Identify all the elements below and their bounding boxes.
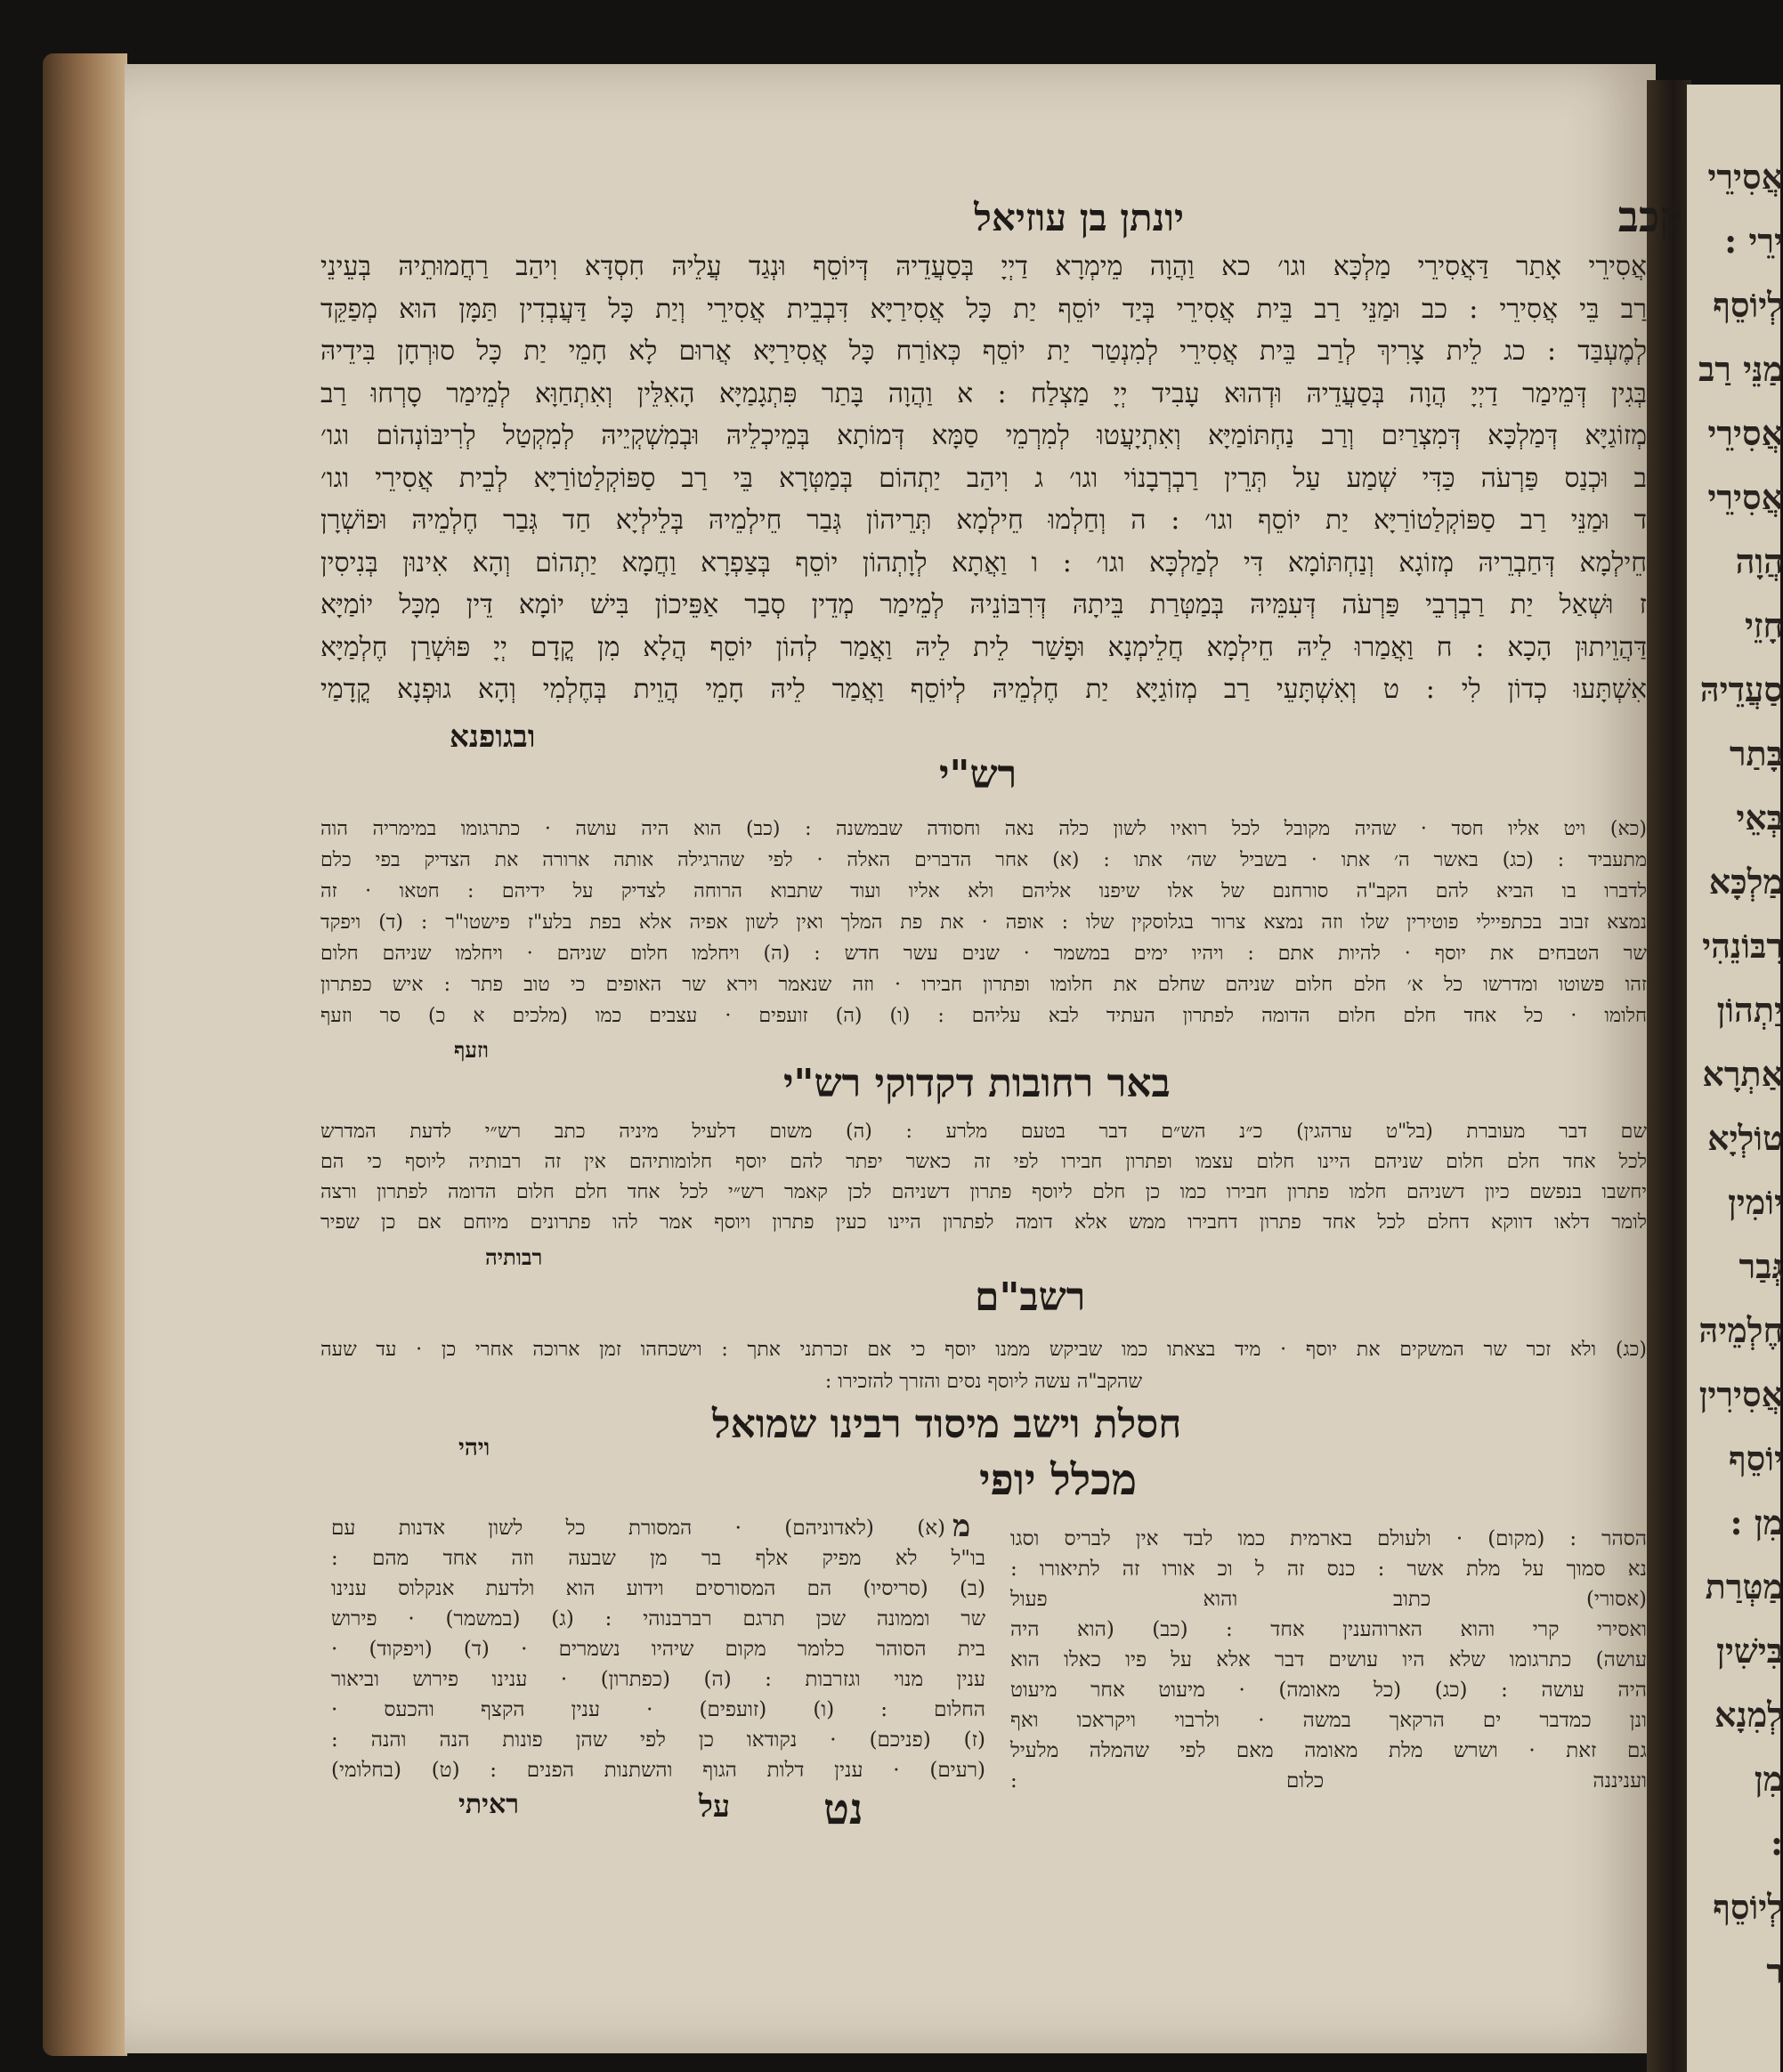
targum-block [320,247,1647,710]
facing-page-line: מִן [1754,1759,1783,1799]
facing-page-line: יוֹמִין [1728,1182,1783,1222]
michlal-right-line: היה עושה : (כג) (כל מאומה) · מיעוט אחר מיעוט [1010,1679,1647,1702]
michlal-left-line: (רעים) · ענין דלות הגוף והשתנות הפנים : (ט) (בחלומי) [331,1759,985,1782]
targum-line: ב וּכְנַס פַּרְעֹה כַּדִּי שְׁמַע עַל תְּרֵין רַבְרְבָנוֹי וגו׳ ג וִיהַב יַתְהוֹם בְּמַטְּרָא בֵּי רַב סַפּוֹקְלַטוֹרַיָּא לְבֵית אֲסִירֵי וגו׳ [320,462,1647,494]
facing-page-line: בִּישִׁין [1716,1631,1783,1671]
michlal-left-line: ענין מנוי וגזרבות : (ה) (כפתרון) · ענינו פירוש וביאור [331,1668,985,1691]
michlal-title: מכלל יופי [979,1455,1138,1505]
beer-line: יחשבו בנפשם כיון דשניהם חלמו פתרון חבירו כמו כן חלם ליוסף פתרון דשניהם לכן קאמר רש״י לכל אחד חלם חלום הדומה לפתרון ורצה [320,1181,1647,1203]
facing-page-line: ירֵי : [1724,221,1783,261]
michlal-left-line: בו"ל לא מפיק אלף בר מן שבעה וזה אחד מהם : [331,1547,985,1570]
michlal-right-line: הסהר : (מקום) · ולעולם בארמית כמו לבד אין לבריס וסגו [1010,1527,1647,1550]
facing-page-line: לְיוֹסֵף [1713,1887,1783,1927]
signature-mark: נט [823,1785,863,1834]
targum-line: רַב בֵּי אֲסִירֵי : כב וּמַנֵּי רַב בֵּית אֲסִירֵי בְּיַד יוֹסֵף יַת כָּל אֲסִירַיָּא דִּבְבֵית אֲסִירֵי וְיַת כָּל דַּעֲבְדִין תַּמָּן הוּא מְפַקֵּד [320,293,1647,325]
michlal-left-line: שר וממונה שכן תרגם רברבנוהי : (ג) (במשמר) · פירוש [331,1607,985,1631]
michlal-right-line: עושה) כתרגומו שלא היו עושים דבר אלא על פיו כאלו הוא [1010,1648,1647,1671]
targum-line: מְזוֹגַיָּא דְּמַלְכָּא דְּמִצְרַיִם וְרַב נַחְתּוֹמַיָּא וְאִתְיָעֲטוּ לְמִרְמֵי סַמָּא דְּמוֹתָא בְּמֵיכְלֵיהּ וּבְמִשְׁקְיֵיהּ לְמִקְטַל לְרִיבּוֹנְהוֹם וגו׳ [320,420,1647,451]
facing-page-line: חֶלְמֵיהּ [1698,1310,1783,1350]
targum-line: אֲסִירֵי אָתַר דַּאֲסִירֵי מַלְכָּא וגו׳ כא וַהֲוָה מֵימְרָא דַיְיָ בְּסַעֲדֵיהּ דְּיוֹסֵף וּנְגַד עֲלֵיהּ חִסְדָּא וִיהַב רַחֲמוּתֵיהּ בְּעֵינֵי [320,251,1647,282]
page-number: קכב [1617,192,1682,242]
book-gutter [1647,80,1691,2072]
targum-line: ד וּמַנֵּי רַב סַפּוֹקְלַטוֹרַיָּא יַת יוֹסֵף וגו׳ : ה וְחַלְמוּ חֵילְמָא תְּרֵיהוֹן גְּבַר חֵילְמֵיהּ בְּלֵילְיָא חַד גְּבַר חֶלְמֵיהּ וּפוֹשְׁרָן [320,505,1647,536]
rashbam-block [320,1335,1647,1397]
facing-page-line: מִן : [1730,1502,1783,1542]
rashi-catchword: וזעף [454,1037,489,1063]
facing-page-line: בְּאֵי [1736,797,1783,838]
page-header [178,192,1682,249]
facing-page-line: אֲסִירֵי [1707,413,1783,453]
targum-line: לְמֶעְבַּד : כג לֵית צָרִיךְ לְרַב בֵּית אֲסִירֵי לְמִנְטַר יַת יוֹסֵף כְּאוֹרַח כָּל אֲסִירַיָּא אֲרוּם לָא חָמֵי יַת כָּל סוּרְחָן בִּידֵיהּ [320,336,1647,367]
facing-page-line: : [1770,1823,1783,1863]
facing-page-line: יַתְהוֹן [1716,990,1783,1030]
facing-page-line: אֲסִירֵי [1707,477,1783,517]
targum-line: ז וּשְׁאַל יַת רַבְרְבֵי פַּרְעֹה דְּעִמֵּיהּ בְּמַטְּרַת בֵּיתָהּ דְּרִבּוֹנֵיהּ לְמֵימַר מְדֵין סְבַר אַפֵּיכוֹן בִּישׁ יוֹמָא דֵּין מִכָּל יוֹמַיָּא [320,589,1647,620]
targum-line: דַּהֲוֵיתוּן הָכָא : ח וַאֲמַרוּ לֵיהּ חֵילְמָא חֲלֵימְנָא וּפָשַׁר לֵית לֵיהּ וַאֲמַר לְהוֹן יוֹסֵף הֲלָא מִן קֳדָם יְיָ פּוּשְׁרַן חֶלְמַיָּא [320,631,1647,663]
michlal-left-line: (ב) (סריסיו) הם המסורסים וידוע הוא ולדעת אנקלוס ענינו [331,1577,985,1600]
michlal-left-line: החלום : (ו) (זועפים) · ענין הקצף והכעס · [331,1698,985,1721]
facing-page-line: ר [1766,1951,1783,1991]
beer-catchword: רבותיה [485,1244,543,1270]
beer-line: לומר דלאו דווקא דחלם לכל אחד פתרון דחבירו ממש אלא דומה לפתרון היינו כעין פתרון ויוסף אמר להו פתרונים מיוחם אם כן שפיר [320,1211,1647,1234]
beer-title: באר רחובות דקדוקי רש"י [783,1061,1171,1106]
facing-page-line: גְּבַר [1738,1246,1783,1286]
facing-page-line: מַטְּרַת [1705,1566,1783,1607]
rashi-line: חלומו · כל אחד חלם חלום הדומה לפתרון העתיד לבא עליהם : (ו) (ה) זועפים · עצבים כמו (מלכים א כ) סר וזעף [320,1005,1647,1027]
hesslat-title: חסלת וישב מיסוד רבינו שמואל [712,1402,1182,1447]
targum-line: חֵילְמָא דְּחַבְרֵיהּ מְזוֹגָא וְנַחְתּוֹמָא דִּי לְמַלְכָּא וגו׳ : ו וַאֲתָא לְוָתְהוֹן יוֹסֵף בְּצַפְרָא וַחֲמָא יַתְהוֹם וְהָא אִינוּן בְּנִיסִין [320,546,1647,579]
facing-page-line: טוֹלְיָא [1707,1118,1783,1158]
rashi-line: לדברו בו הביא להם הקב"ה סורחנם של אלו שיפנו אליהם ולא אליו ועוד שתבוא הרוחה לצדיק על ידיהם : חטאו · זה [320,880,1647,902]
book-fore-edge [43,53,127,2056]
michlal-left-line: (א) (לאדוניהם) · המסורת כל לשון אדנות עם [331,1517,945,1540]
rashi-line: זהו פשוטו ומדרשו כל א׳ חלם חלום שניהם שחלם את חלומו ופתרון חבירו · וזה שנאמר וירא שר האופים כי טוב פתר : איש כפתרון [320,974,1647,996]
beer-block [320,1117,1647,1246]
targum-catchword: ובגופנא [450,719,536,755]
targum-line: בְּגִין דְּמֵימַר דַיְיָ הֲוָה בְּסַעֲדֵיהּ וּדְהוּא עָבִיד יְיָ מַצְלַח : א וַהֲוָה בָּתַר פִּתְגָמַיָּא הָאִלֵּין וְאִתְחַוָּא לְמֵימַר סָרְחוּ רַב [320,377,1647,409]
rashi-line: מתעביד : (כג) באשר ה׳ אתו · בשביל שה׳ אתו : (א) אחר הדברים האלה · לפי שהרגילה אותה ארורה את הצדיק בפי כלם [320,849,1647,871]
facing-page-line: יוֹסֵף [1729,1438,1783,1478]
michlal-right-line: ועניננה כלום : [1010,1769,1647,1793]
rashi-block [320,814,1647,1037]
facing-page-line: הֲוָה [1735,541,1783,581]
michlal-right-line: גם זאת · ושרש מלת מאומה מאם לפי שהמלה מלעיל [1010,1739,1647,1762]
michlal-left-line: בית הסוהר כלומר מקום שיהיו נשמרים · (ד) (ויפקוד) · [331,1638,985,1661]
rashbam-line: (כג) ולא זכר שר המשקים את יוסף · מיד בצאתו כמו שביקש ממנו יוסף כי אם זכרתני אתך : וישכחהו זמן ארוכה אחרי כן · עד שעה [320,1339,1647,1361]
facing-page-line: לְיוֹסֵף [1713,285,1783,325]
facing-page-line: בָּתַר [1729,733,1783,773]
facing-page-line: רִבּוֹנֵהִי [1702,926,1783,966]
facing-page-line: חָזֵי [1744,605,1783,645]
beer-line: שם דבר מעוברת (בל"ט ערהגין) כ״נ הש״ם דבר בטעם מלרע : (ה) משום דלעיל מיניה כתב רש״י לדעת המדרש [320,1121,1647,1143]
facing-page-line: אֲסִירֵי [1707,157,1783,197]
rashbam-title: רשב"ם [975,1275,1086,1320]
michlal-right-line: (אסורי) כתוב והוא פעול [1010,1588,1647,1611]
targum-line: אִשְׁתָּעוּ כְדוֹן לִי : ט וְאִשְׁתָּעֵי רַב מְזוֹגַיָּא יַת חֶלְמֵיהּ לְיוֹסֵף וַאֲמַר לֵיהּ חָמֵי הֲוֵית בְּחֶלְמִי וְהָא גוּפְנָא קֳדָמַי [320,674,1647,705]
michlal-right-line: נא סמוך על מלת אשר : כנס זה ל וכ אורו זה לתיאורו : [1010,1558,1647,1581]
michlal-right-line: ואסירי קרי והוא הארוהענין אחד : (כב) (הוא היה [1010,1618,1647,1641]
facing-page-line: מַנֵּי רַב [1698,349,1783,389]
facing-page-line: אַתְרָא [1702,1054,1783,1094]
rashi-title: רש"י [939,752,1017,797]
footer-mid-word: על [699,1789,731,1825]
rashi-line: שר הטבחים את יוסף · להיות אתם : ויהיו ימים במשמר · שנים עשר חדש : (ה) ויחלמו חלום שניהם · ויחלמו שניהם חלום [320,943,1647,965]
facing-page-line: מַלְכָּא [1708,862,1783,902]
michlal-right-line: ונן כמדבר ים הרקאך במשה · ולרבוי ויקראכו ואף [1010,1709,1647,1732]
michlal-marker: מ [952,1509,971,1544]
facing-page-line: סַעֲדֵיהּ [1699,669,1783,709]
facing-page-line: לְמִנָא [1714,1695,1783,1735]
rashi-line: (כא) ויט אליו חסד · שהיה מקובל לכל רואיו לשון כלה נאה וחסודה שבמשנה : (כב) הוא היה עושה · כתרגומו במימריה הוה [320,818,1647,840]
facing-page [1687,85,1783,2072]
rashbam-line: שהקב"ה עשה ליוסף נסים והזרך להזכירו : [824,1371,1143,1393]
michlal-left-line: (ז) (פניכם) · נקודאו כן לפי שהן פונות הנה והנה : [331,1728,985,1752]
running-title: יונתן בן עוזיאל [974,196,1184,239]
next-parsha-word: ויהי [458,1435,490,1461]
rashi-line: נמצא זבוב בכתפיילי פוטירין שלו וזה נמצא צרור בגלוסקין שלו : אופה · את פת המלך ואין לשון אפיה אלא בפת בלע"ז פישטו"ר : (ד) ויפקד [320,911,1647,934]
footer-catchword: ראיתי [458,1789,520,1820]
facing-page-line: אֲסִירִין [1698,1374,1783,1414]
beer-line: לכל אחד חלם חלום שניהם היינו חלום עצמו ופתרון חבירו לפי זה כאשר יפתר להם יוסף חלומותיהם אין זה רבותיה ליוסף כי הם [320,1151,1647,1173]
